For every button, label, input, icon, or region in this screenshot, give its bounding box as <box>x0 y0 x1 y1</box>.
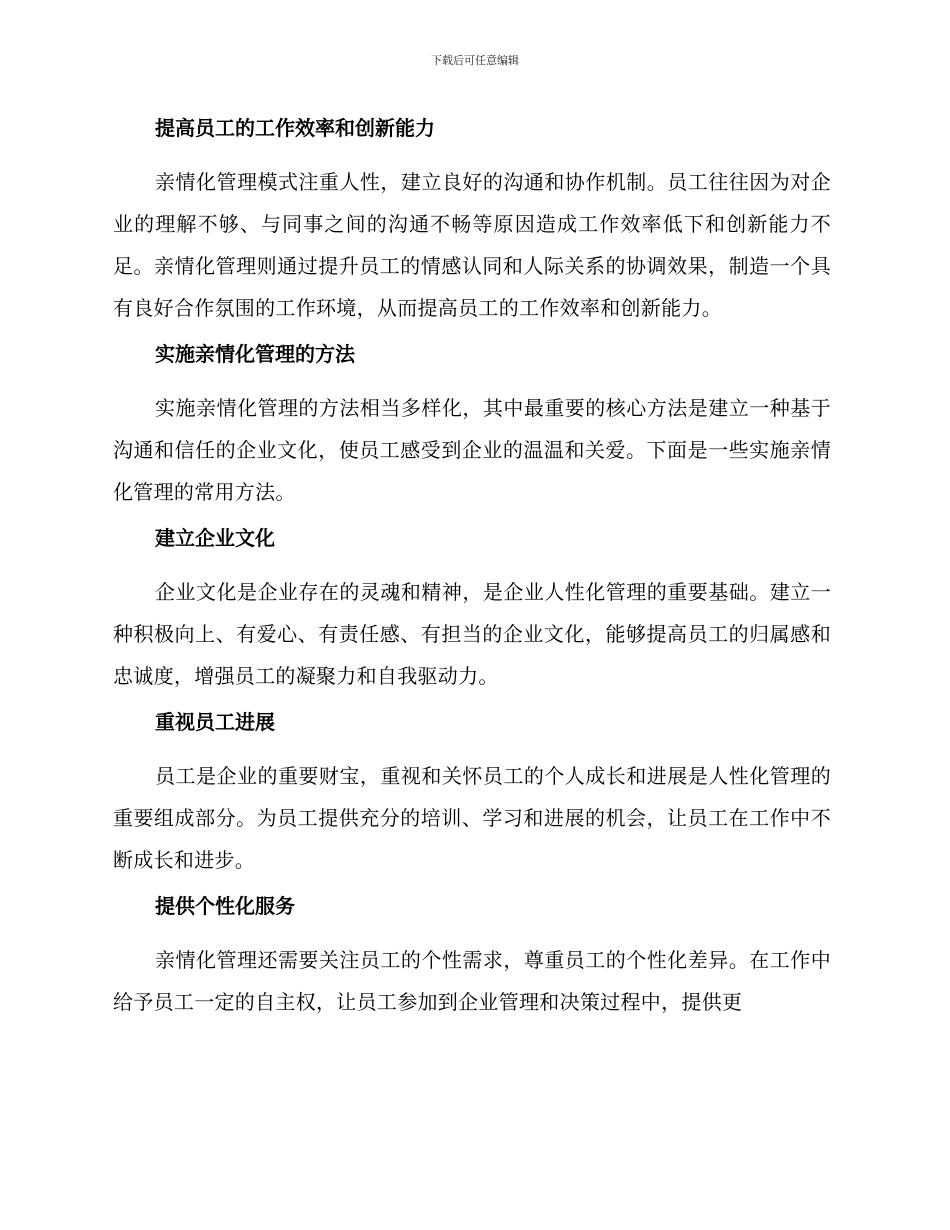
section-paragraph: 企业文化是企业存在的灵魂和精神，是企业人性化管理的重要基础。建立一种积极向上、有爱心、有责任感、有担当的企业文化，能够提高员工的归属感和忠诚度，增强员工的凝聚力和自我驱动力。 <box>113 580 831 688</box>
section-heading: 提高员工的工作效率和创新能力 <box>155 116 435 140</box>
page-header-note: 下载后可任意编辑 <box>431 54 519 67</box>
section-heading: 重视员工进展 <box>155 710 275 734</box>
document-body <box>113 111 831 1031</box>
section-heading: 提供个性化服务 <box>155 894 295 918</box>
section-paragraph: 员工是企业的重要财宝，重视和关怀员工的个人成长和进展是人性化管理的重要组成部分。为员工提供充分的培训、学习和进展的机会，让员工在工作中不断成长和进步。 <box>113 764 831 872</box>
section-paragraph: 实施亲情化管理的方法相当多样化，其中最重要的核心方法是建立一种基于沟通和信任的企业文化，使员工感受到企业的温温和关爱。下面是一些实施亲情化管理的常用方法。 <box>113 396 831 504</box>
section-heading: 建立企业文化 <box>155 526 275 550</box>
section-paragraph: 亲情化管理还需要关注员工的个性需求，尊重员工的个性化差异。在工作中给予员工一定的自主权，让员工参加到企业管理和决策过程中，提供更 <box>113 948 831 1014</box>
section-heading: 实施亲情化管理的方法 <box>155 342 355 366</box>
section-paragraph: 亲情化管理模式注重人性，建立良好的沟通和协作机制。员工往往因为对企业的理解不够、与同事之间的沟通不畅等原因造成工作效率低下和创新能力不足。亲情化管理则通过提升员工的情感认同和人际关系的协调效果，制造一个具有良好合作氛围的工作环境，从而提高员工的工作效率和创新能力。 <box>113 170 831 320</box>
